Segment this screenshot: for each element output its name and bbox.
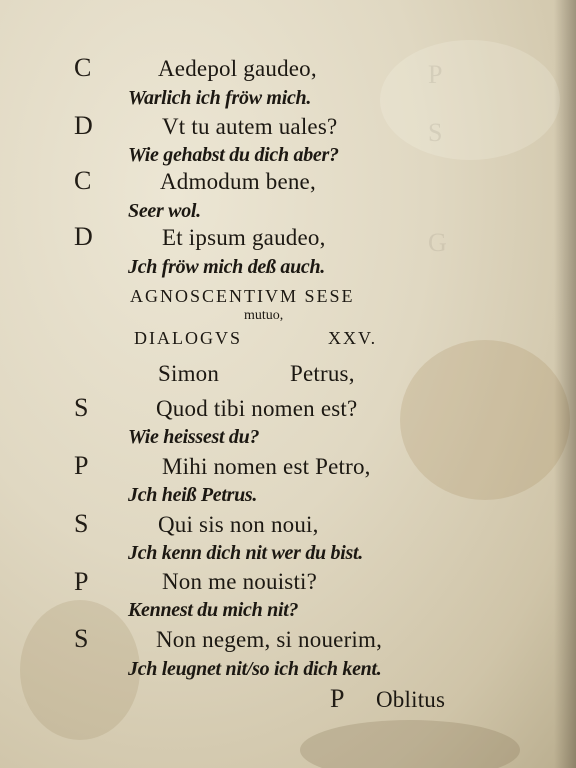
latin-line: Vt tu autem uales? (162, 114, 338, 139)
speaker-letter: P (74, 451, 89, 480)
german-line: Warlich ich fröw mich. (128, 87, 312, 109)
speaker-letter: P (74, 567, 89, 596)
page-edge-shadow (554, 0, 576, 768)
german-line: Jch heiß Petrus. (128, 484, 258, 506)
latin-line: Mihi nomen est Petro, (162, 454, 371, 479)
character-name: Simon (158, 361, 220, 386)
german-line: Jch leugnet nit/so ich dich kent. (128, 658, 382, 680)
german-line: Wie gehabst du dich aber? (128, 144, 339, 166)
paper-stain (20, 600, 140, 740)
speaker-letter: C (74, 166, 92, 195)
speaker-letter: S (74, 393, 89, 422)
german-line: Kennest du mich nit? (128, 599, 299, 621)
latin-line: Quod tibi nomen est? (156, 396, 358, 421)
catchword: Oblitus (376, 687, 446, 712)
german-line: Jch kenn dich nit wer du bist. (128, 542, 363, 564)
latin-line: Aedepol gaudeo, (158, 56, 317, 81)
latin-line: Non negem, si nouerim, (156, 627, 383, 652)
latin-line: Admodum bene, (160, 169, 316, 194)
show-through-mark: S (428, 118, 443, 147)
latin-line: Et ipsum gaudeo, (162, 225, 326, 250)
latin-line: Non me nouisti? (162, 569, 318, 594)
character-name: Petrus, (290, 361, 355, 386)
catchword-speaker: P (330, 684, 345, 713)
german-line: Wie heissest du? (128, 426, 260, 448)
german-line: Seer wol. (128, 200, 201, 222)
paper-stain (400, 340, 570, 500)
dialogue-heading-subline: mutuo, (244, 308, 284, 323)
paper-stain (300, 720, 520, 768)
dialogue-title: DIALOGVS (134, 328, 242, 348)
latin-line: Qui sis non noui, (158, 512, 319, 537)
speaker-letter: D (74, 111, 93, 140)
german-line: Jch fröw mich deß auch. (128, 256, 325, 278)
paper-highlight (380, 40, 560, 160)
speaker-letter: D (74, 222, 93, 251)
show-through-mark: G (428, 228, 447, 257)
show-through-mark: P (428, 60, 443, 89)
dialogue-heading: AGNOSCENTIVM SESE (130, 286, 355, 306)
speaker-letter: S (74, 509, 89, 538)
speaker-letter: C (74, 53, 92, 82)
speaker-letter: S (74, 624, 89, 653)
dialogue-number: XXV. (328, 328, 378, 348)
